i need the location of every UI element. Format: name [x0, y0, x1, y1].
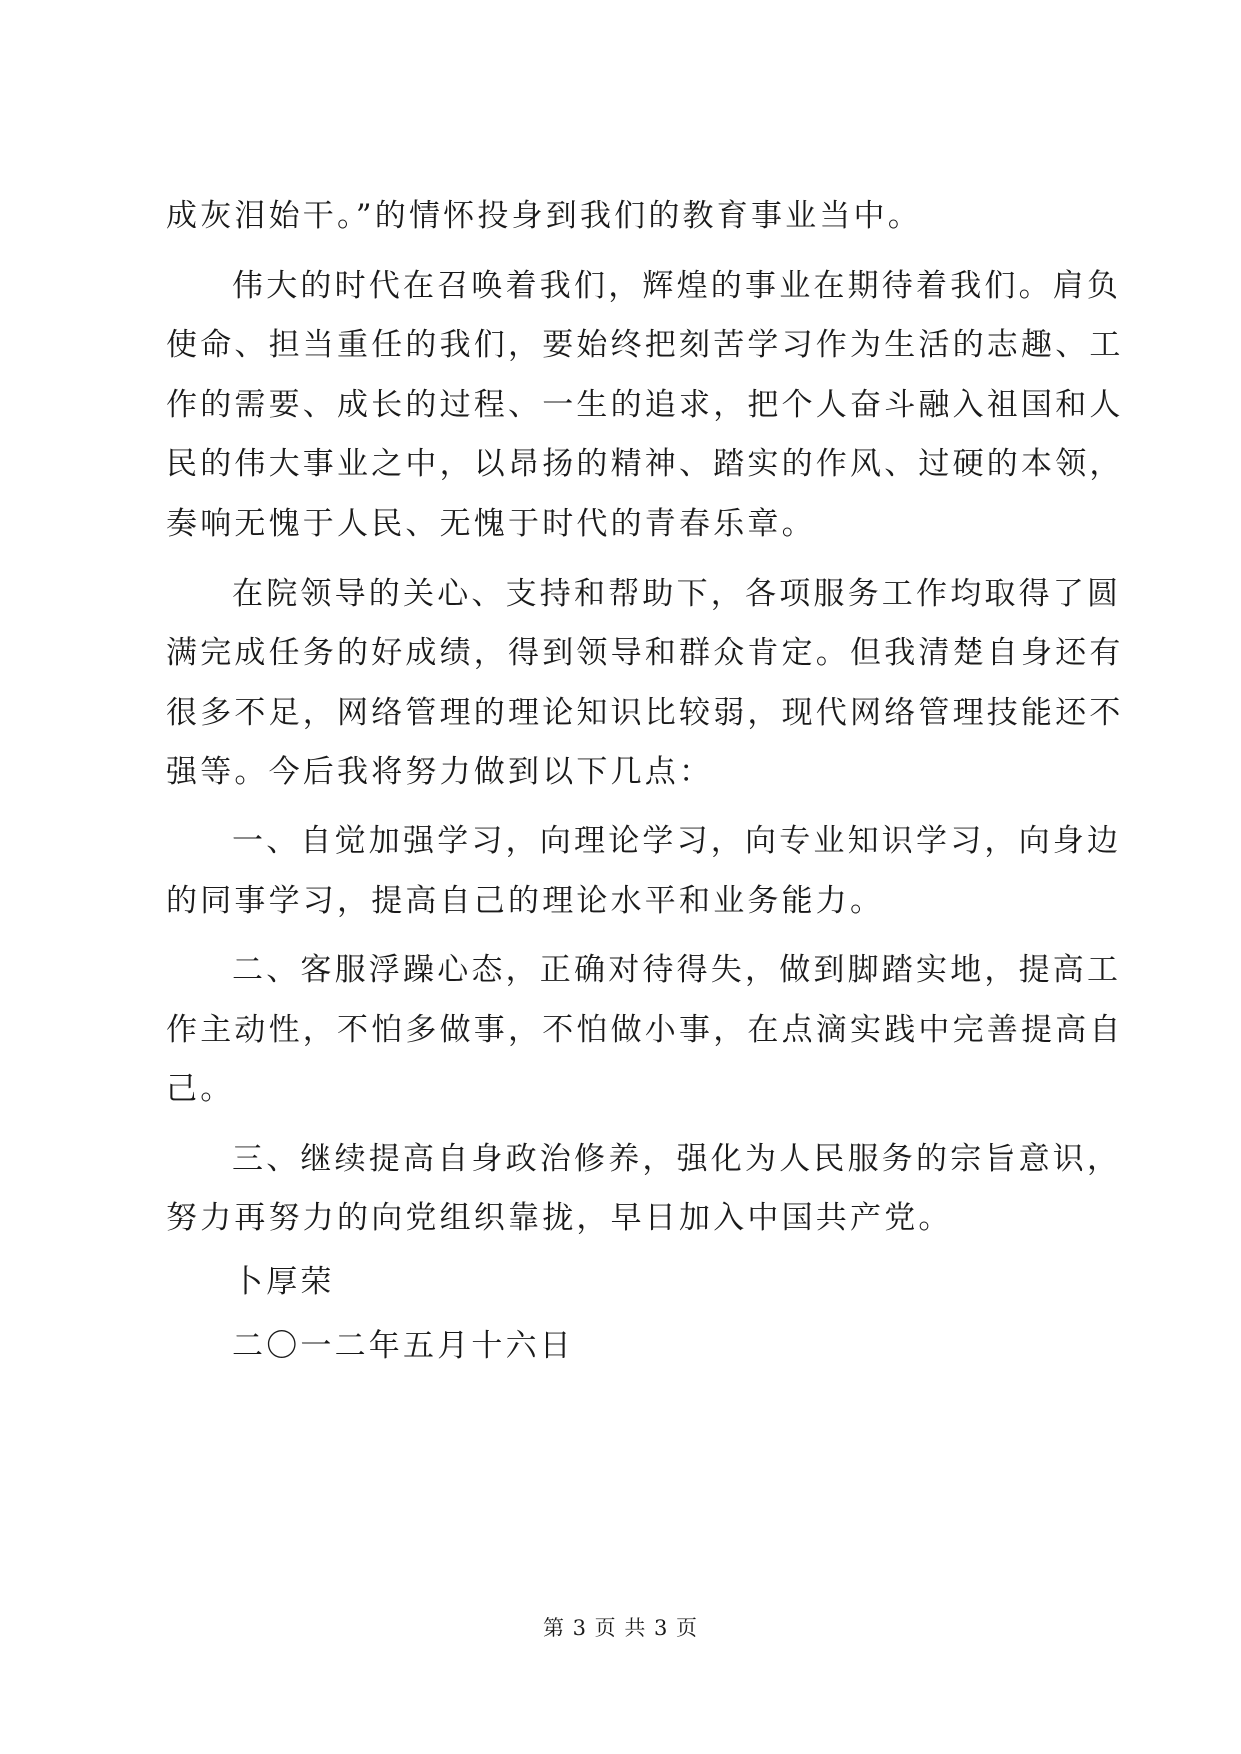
- text-line: 作的需要、成长的过程、一生的追求，把个人奋斗融入祖国和人: [166, 387, 1124, 423]
- list-item-2: 二、客服浮躁心态，正确对待得失，做到脚踏实地，提高工: [232, 952, 1122, 988]
- list-item-3: 三、继续提高自身政治修养，强化为人民服务的宗旨意识，: [232, 1141, 1122, 1177]
- text-line: 作主动性，不怕多做事，不怕做小事，在点滴实践中完善提高自: [166, 1012, 1124, 1048]
- list-item-1: 一、自觉加强学习，向理论学习，向专业知识学习，向身边: [232, 823, 1122, 859]
- page-number: 第 3 页 共 3 页: [542, 1616, 699, 1640]
- text-line: 很多不足，网络管理的理论知识比较弱，现代网络管理技能还不: [166, 695, 1124, 731]
- text-line: 民的伟大事业之中，以昂扬的精神、踏实的作风、过硬的本领，: [166, 446, 1124, 482]
- text-line: 成灰泪始干。”的情怀投身到我们的教育事业当中。: [166, 198, 922, 234]
- text-line: 奏响无愧于人民、无愧于时代的青春乐章。: [166, 506, 816, 542]
- paragraph-start: 伟大的时代在召唤着我们，辉煌的事业在期待着我们。肩负: [232, 268, 1122, 304]
- paragraph-start: 在院领导的关心、支持和帮助下，各项服务工作均取得了圆: [232, 576, 1122, 612]
- signature-date: 二〇一二年五月十六日: [232, 1328, 574, 1364]
- text-line: 的同事学习，提高自己的理论水平和业务能力。: [166, 883, 885, 919]
- text-line: 强等。今后我将努力做到以下几点：: [166, 754, 714, 790]
- text-line: 满完成任务的好成绩，得到领导和群众肯定。但我清楚自身还有: [166, 635, 1124, 671]
- text-line: 努力再努力的向党组织靠拢，早日加入中国共产党。: [166, 1200, 953, 1236]
- text-line: 己。: [166, 1071, 235, 1107]
- signature-name: 卜厚荣: [232, 1264, 335, 1300]
- text-line: 使命、担当重任的我们，要始终把刻苦学习作为生活的志趣、工: [166, 327, 1124, 363]
